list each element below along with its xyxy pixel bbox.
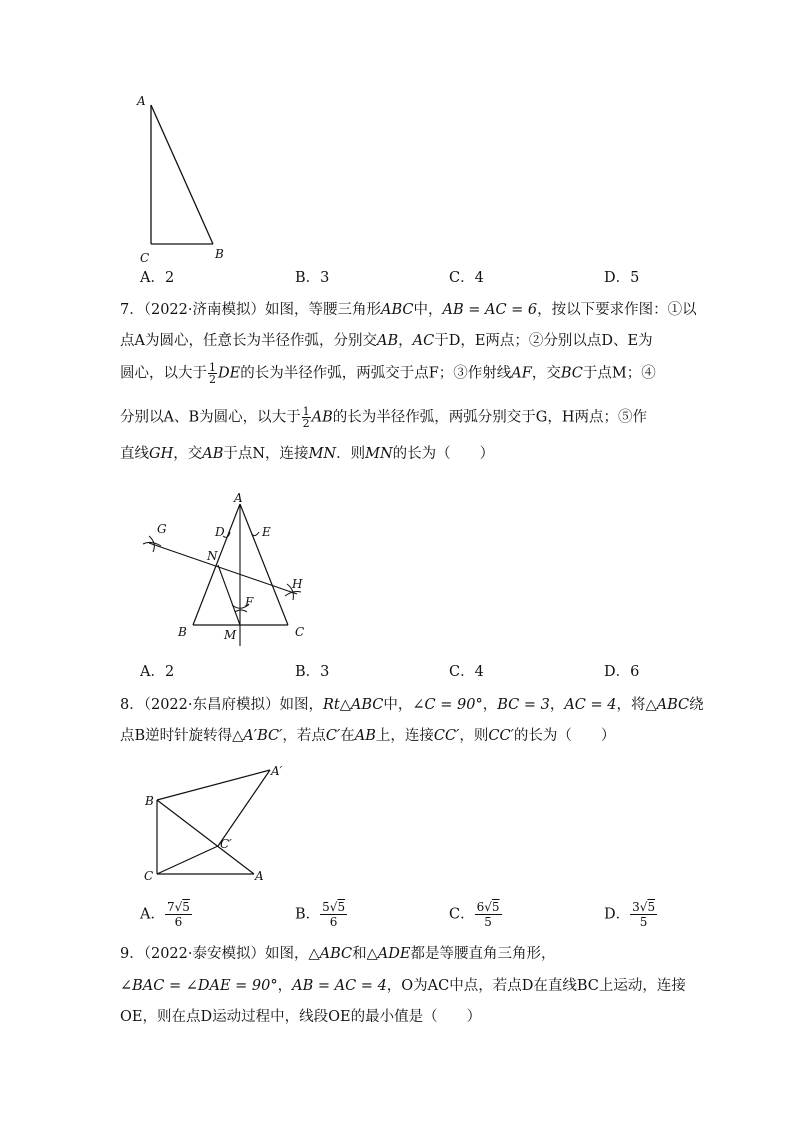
q8-option-d[interactable]: D． $\frac{3√5}{5}$ (604, 900, 656, 929)
fig7-label-d: D (215, 525, 225, 539)
q7-line-4: 分别以A、B为圆心，以大于 $\frac{1}{2}$ AB的长为半径作弧，两弧分别交于G，H两点；⑤作 (120, 405, 648, 430)
fig8-label-c-prime: C′ (220, 837, 232, 851)
q7-option-c[interactable]: C．4 (449, 664, 484, 680)
q6-option-a[interactable]: A．2 (140, 270, 175, 286)
fig7-label-g: G (157, 522, 167, 536)
q7-option-d[interactable]: D．6 (604, 664, 640, 680)
q6-triangle-figure (130, 92, 240, 264)
fig7-label-f: F (245, 595, 254, 609)
q7-option-a[interactable]: A．2 (140, 664, 175, 680)
fraction-one-half: $\frac{1}{2}$ (302, 405, 310, 430)
q9-line-3: OE，则在点D运动过程中，线段OE的最小值是（ ） (120, 1009, 482, 1025)
q7-line-2: 点A为圆心，任意长为半径作弧，分别交AB，AC于D，E两点；②分别以点D、E为 (120, 333, 653, 349)
q7-line-3: 圆心，以大于 $\frac{1}{2}$ DE的长为半径作弧，两弧交于点F；③作射线AF，交BC于点M；④ (120, 361, 656, 386)
q7-option-b[interactable]: B．3 (295, 664, 330, 680)
fig8-label-b: B (145, 794, 154, 808)
q8-option-a[interactable]: A． $\frac{7√5}{6}$ (140, 900, 190, 929)
fig8-label-a-prime: A′ (271, 764, 283, 778)
fig8-label-a: A (255, 869, 264, 883)
fig7-label-n: N (207, 549, 218, 563)
fig6-label-c: C (140, 251, 150, 264)
fig7-label-c: C (295, 625, 305, 639)
q8-option-c[interactable]: C． $\frac{6√5}{5}$ (449, 900, 500, 929)
q7-construction-figure (135, 488, 315, 658)
q9-line-2: ∠BAC = ∠DAE = 90°，AB = AC = 4，O为AC中点，若点D在直线BC上运动，连接 (120, 978, 686, 994)
q6-option-c[interactable]: C．4 (449, 270, 484, 286)
q8-line-1: 8．（2022·东昌府模拟）如图，Rt△ABC中，∠C = 90°，BC = 3，AC = 4，将△ABC绕 (120, 697, 704, 713)
fig6-label-a: A (137, 94, 146, 108)
fig7-label-m: M (224, 628, 237, 642)
q9-line-1: 9．（2022·泰安模拟）如图，△ABC和△ADE都是等腰直角三角形， (120, 946, 556, 962)
fig6-label-b: B (215, 247, 224, 261)
q8-line-2: 点B逆时针旋转得△A′BC′，若点C′在AB上，连接CC′，则CC′的长为（ ） (120, 728, 616, 744)
q7-line-5: 直线GH，交AB于点N，连接MN．则MN的长为（ ） (120, 446, 495, 462)
q7-line-1: 7．（2022·济南模拟）如图，等腰三角形ABC中，AB = AC = 6，按以下要求作图：①以 (120, 302, 697, 318)
fig7-label-a: A (234, 491, 243, 505)
fig7-label-b: B (178, 625, 187, 639)
fig8-label-c: C (144, 869, 154, 883)
q6-option-d[interactable]: D．5 (604, 270, 640, 286)
q6-option-b[interactable]: B．3 (295, 270, 330, 286)
fig7-label-h: H (292, 577, 303, 591)
q8-option-b[interactable]: B． $\frac{5√5}{6}$ (295, 900, 346, 929)
q8-rotation-figure (140, 758, 300, 888)
fraction-one-half: $\frac{1}{2}$ (209, 361, 216, 386)
fig7-label-e: E (262, 525, 271, 539)
